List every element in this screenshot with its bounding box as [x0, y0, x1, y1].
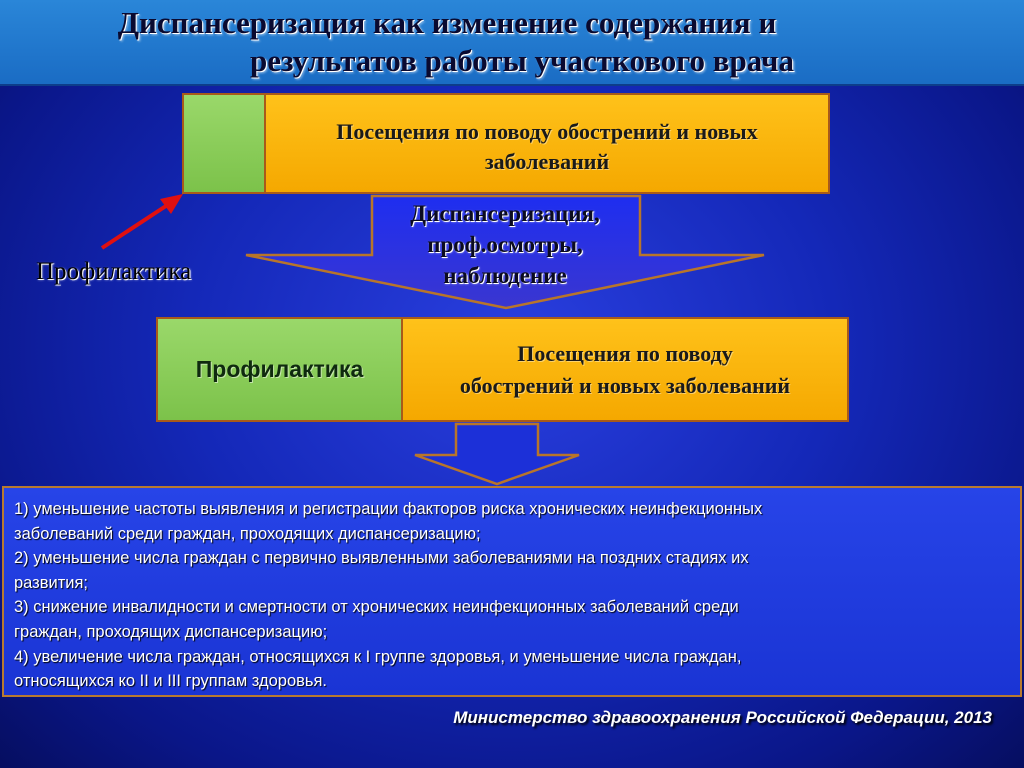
middle-visits-segment: [403, 319, 847, 420]
results-item-1-line-2: заболеваний среди граждан, проходящих диспансеризацию;: [14, 524, 481, 543]
footer-source: Министерство здравоохранения Российской Федерации, 2013: [453, 708, 992, 727]
results-item-2-line-1: 2) уменьшение числа граждан с первично выявленными заболеваниями на поздних стадиях их: [14, 549, 749, 568]
title-line-1: Диспансеризация как изменение содержания и: [117, 5, 777, 40]
middle-visits-box: [156, 317, 849, 422]
arrow-label-line-1: Диспансеризация,: [410, 201, 600, 226]
middle-visits-text-line-1: Посещения по поводу: [517, 340, 733, 366]
results-item-1-line-1: 1) уменьшение частоты выявления и регистрации факторов риска хронических неинфекционных: [14, 500, 763, 518]
title-line-2: результатов работы участкового врача: [249, 43, 795, 78]
results-item-3-line-2: граждан, проходящих диспансеризацию;: [14, 622, 328, 641]
prevention-segment: Профилактика: [158, 319, 403, 420]
results-item-3-line-1: 3) снижение инвалидности и смертности от хронических неинфекционных заболеваний среди: [14, 598, 739, 617]
arrow-label-line-2: проф.осмотры,: [427, 232, 583, 257]
top-visits-text-line-2: заболеваний: [484, 149, 610, 174]
top-visits-text-line-1: Посещения по поводу обострений и новых: [336, 119, 758, 144]
red-pointer-arrowhead: [160, 194, 183, 214]
middle-visits-text-line-2: обострений и новых заболеваний: [459, 372, 791, 398]
prevention-side-label: Профилактика: [36, 258, 192, 285]
red-pointer-arrow: [102, 202, 172, 248]
results-item-4-line-1: 4) увеличение числа граждан, относящихся к I группе здоровья, и уменьшение числа граждан,: [14, 647, 742, 666]
arrow-label-line-3: наблюдение: [443, 263, 567, 288]
results-list: [2, 486, 1022, 697]
arrow-label: [360, 198, 650, 291]
results-item-4-line-2: относящихся ко II и III группам здоровья.: [14, 672, 328, 691]
results-item-2-line-2: развития;: [14, 573, 89, 592]
down-arrow-small: [415, 424, 579, 484]
